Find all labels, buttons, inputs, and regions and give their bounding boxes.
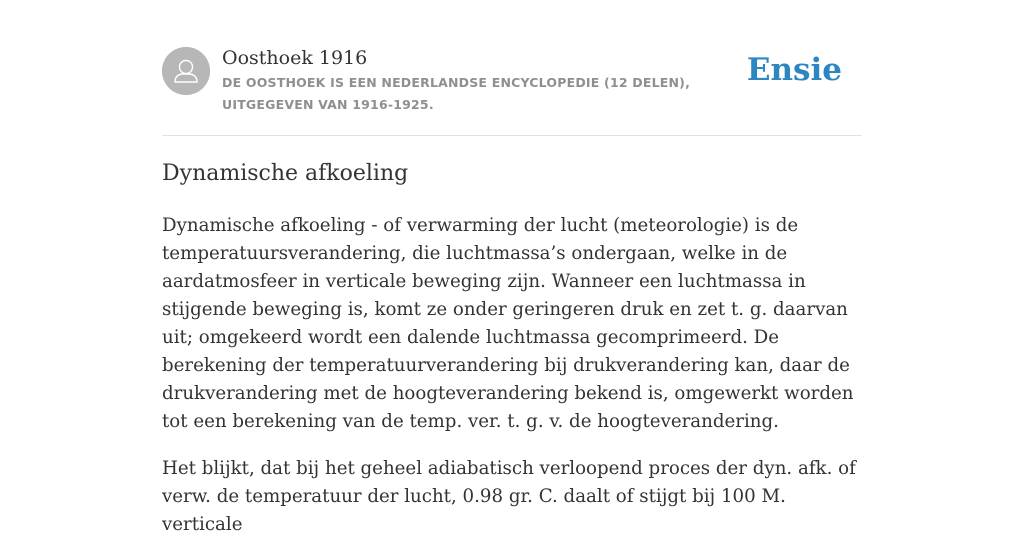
article-paragraph: Dynamische afkoeling - of verwarming der lucht (meteorologie) is de temperatuursverandering, die luchtmassa’s ondergaan, welke in de aardatmosfeer in verticale beweging zijn. Wanneer een luchtmassa in stijgende beweging is, komt ze onder geringeren druk en zet t. g. daarvan uit; omgekeerd wordt een dalende luchtmassa gecomprimeerd. De berekening der temperatuurverandering bij drukverandering kan, daar de drukverandering met de hoogteverandering bekend is, omgewerkt worden tot een berekening van de temp. ver. t. g. v. de hoogteverandering.	[162, 215, 854, 432]
article	[162, 158, 862, 539]
source-header	[162, 46, 862, 116]
source-title[interactable]: Oosthoek 1916	[222, 47, 368, 69]
article-title: Dynamische afkoeling	[162, 161, 409, 186]
header-divider	[162, 135, 862, 136]
source-description: DE OOSTHOEK IS EEN NEDERLANDSE ENCYCLOPEDIE (12 DELEN), UITGEGEVEN VAN 1916-1925.	[222, 75, 691, 112]
article-paragraph: Het blijkt, dat bij het geheel adiabatisch verloopend proces der dyn. afk. of verw. de temperatuur der lucht, 0.98 gr. C. daalt of stijgt bij 100 M. verticale	[162, 458, 856, 535]
ensie-logo-link[interactable]: Ensie	[746, 52, 842, 88]
user-placeholder-icon	[162, 47, 210, 95]
